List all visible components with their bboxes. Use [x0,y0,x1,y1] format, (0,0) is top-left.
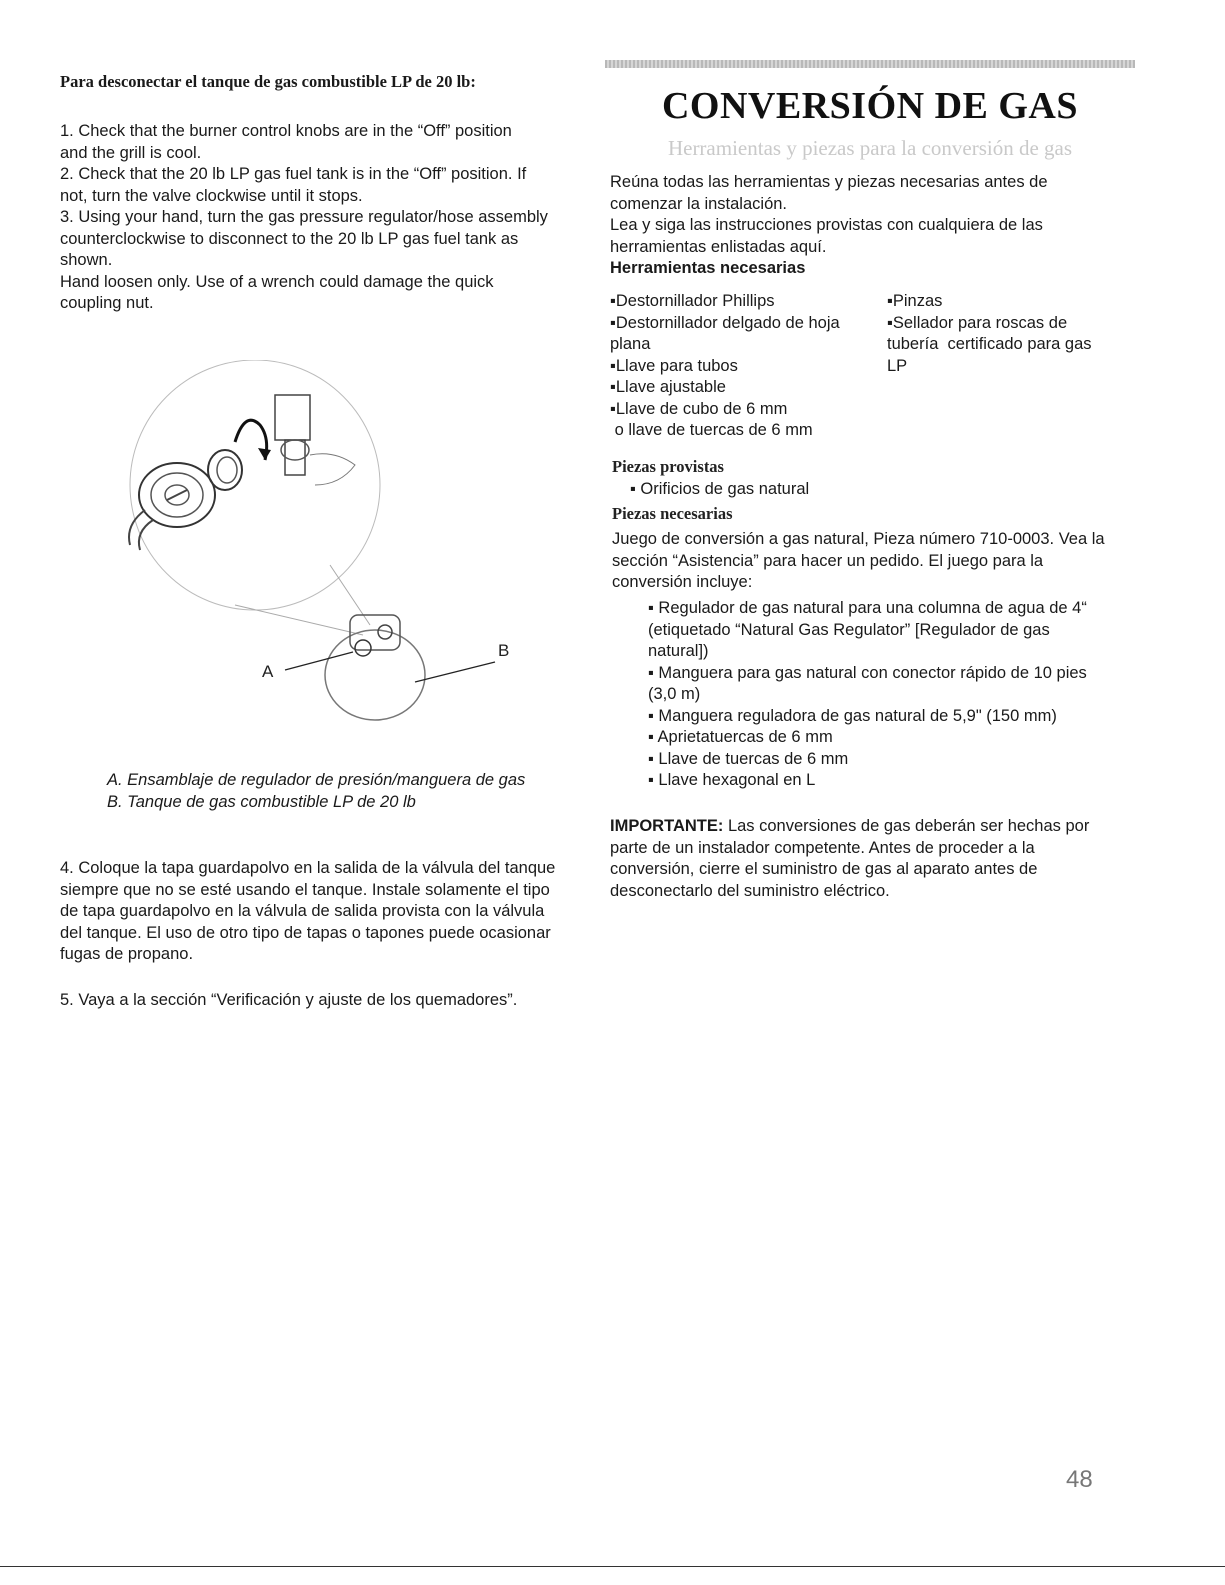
tools-list-right [887,291,1127,377]
tool-item: ▪Destornillador delgado de hoja [610,313,840,332]
kit-item: ▪ Aprietatuercas de 6 mm [648,728,833,746]
parts-line: sección “Asistencia” para hacer un pedido. El juego para la [612,551,1044,570]
kit-item: (etiquetado “Natural Gas Regulator” [Regulador de gas [648,620,1050,639]
step-line: 3. Using your hand, turn the gas pressure regulator/hose assembly [60,208,548,226]
page-number: 48 [1066,1466,1093,1493]
important-line: parte de un instalador competente. Antes de proceder a la [610,838,1035,857]
step-line: 1. Check that the burner control knobs are in the “Off” position [60,122,512,140]
section-subtitle: Herramientas y piezas para la conversión de gas [667,136,1073,160]
tool-item: o llave de tuercas de 6 mm [610,421,813,439]
kit-item: ▪ Manguera para gas natural con conector rápido de 10 pies [648,663,1087,682]
parts-provided-item: ▪ Orificios de gas natural [630,480,810,498]
leader-b [415,662,495,682]
section-heading-disconnect: Para desconectar el tanque de gas combustible LP de 20 lb: [60,72,476,91]
important-label: IMPORTANTE: [610,817,724,835]
step-line: siempre que no se esté usando el tanque. Instale solamente el tipo [60,880,550,899]
step-4 [60,858,605,966]
propane-tank [325,630,425,720]
step-line: 2. Check that the 20 lb LP gas fuel tank is in the “Off” position. If [60,165,527,183]
tool-item: tubería certificado para gas [887,335,1092,353]
tool-item: plana [610,335,651,353]
page-title: CONVERSIÓN DE GAS [661,85,1079,127]
intro-line: Lea y siga las instrucciones provistas con cualquiera de las [610,216,1043,234]
important-line: Las conversiones de gas deberán ser hechas por [723,817,1090,835]
caption-a: A. Ensamblaje de regulador de presión/manguera de gas [107,771,526,789]
step-line: coupling nut. [60,294,154,312]
kit-item: ▪ Regulador de gas natural para una columna de agua de 4“ [648,599,1087,617]
tool-item: LP [887,356,908,375]
kit-item: ▪ Llave de tuercas de 6 mm [648,749,849,768]
title-rule [605,60,1135,68]
disconnect-steps [60,121,600,315]
intro-line: herramientas enlistadas aquí. [610,237,827,256]
important-line: conversión, cierre el suministro de gas al aparato antes de [610,860,1038,878]
step-line: counterclockwise to disconnect to the 20 lb LP gas fuel tank as [60,229,519,248]
tool-item: ▪Destornillador Phillips [610,292,775,310]
step-line: 4. Coloque la tapa guardapolvo en la salida de la válvula del tanque [60,859,556,877]
tool-item: ▪Llave ajustable [610,378,726,396]
kit-item: ▪ Manguera reguladora de gas natural de 5,9" (150 mm) [648,706,1057,725]
step-line: and the grill is cool. [60,143,202,162]
regulator-tank-illustration [105,360,525,740]
parts-needed-heading: Piezas necesarias [612,504,733,523]
tool-item: ▪Sellador para roscas de [887,313,1068,332]
caption-b: B. Tanque de gas combustible LP de 20 lb [107,792,416,811]
detail-circle [130,360,380,610]
tank-diagram-svg [105,360,525,740]
tool-item: ▪Pinzas [887,292,943,310]
leader-a [285,652,353,670]
parts-provided-heading: Piezas provistas [612,457,724,476]
tool-item: ▪Llave para tubos [610,356,738,375]
step-line: shown. [60,251,113,269]
step-5: 5. Vaya a la sección “Verificación y ajuste de los quemadores”. [60,991,518,1009]
parts-needed-text [612,529,1147,594]
step-line: de tapa guardapolvo en la válvula de salida provista con la válvula [60,902,545,920]
step-line: fugas de propano. [60,945,194,963]
intro-text [610,172,1130,280]
tool-item: ▪Llave de cubo de 6 mm [610,399,788,418]
tank-valve [275,395,310,440]
tools-heading: Herramientas necesarias [610,259,806,277]
kit-item: (3,0 m) [648,685,701,703]
label-b: B [498,641,510,660]
intro-line: comenzar la instalación. [610,194,788,213]
step-line: not, turn the valve clockwise until it stops. [60,186,363,205]
step-line: Hand loosen only. Use of a wrench could damage the quick [60,272,494,291]
bottom-rule [0,1566,1225,1567]
label-a: A [262,662,274,681]
kit-item: natural]) [648,642,709,660]
parts-line: Juego de conversión a gas natural, Pieza número 710-0003. Vea la [612,530,1105,548]
kit-contents-list [648,598,1138,792]
tools-list-left [610,291,880,442]
important-notice [610,816,1135,902]
parts-line: conversión incluye: [612,573,753,591]
kit-item: ▪ Llave hexagonal en L [648,771,816,789]
intro-line: Reúna todas las herramientas y piezas necesarias antes de [610,173,1048,191]
important-line: desconectarlo del suministro eléctrico. [610,881,890,900]
step-line: del tanque. El uso de otro tipo de tapas o tapones puede ocasionar [60,923,551,942]
figure-captions [107,770,525,813]
